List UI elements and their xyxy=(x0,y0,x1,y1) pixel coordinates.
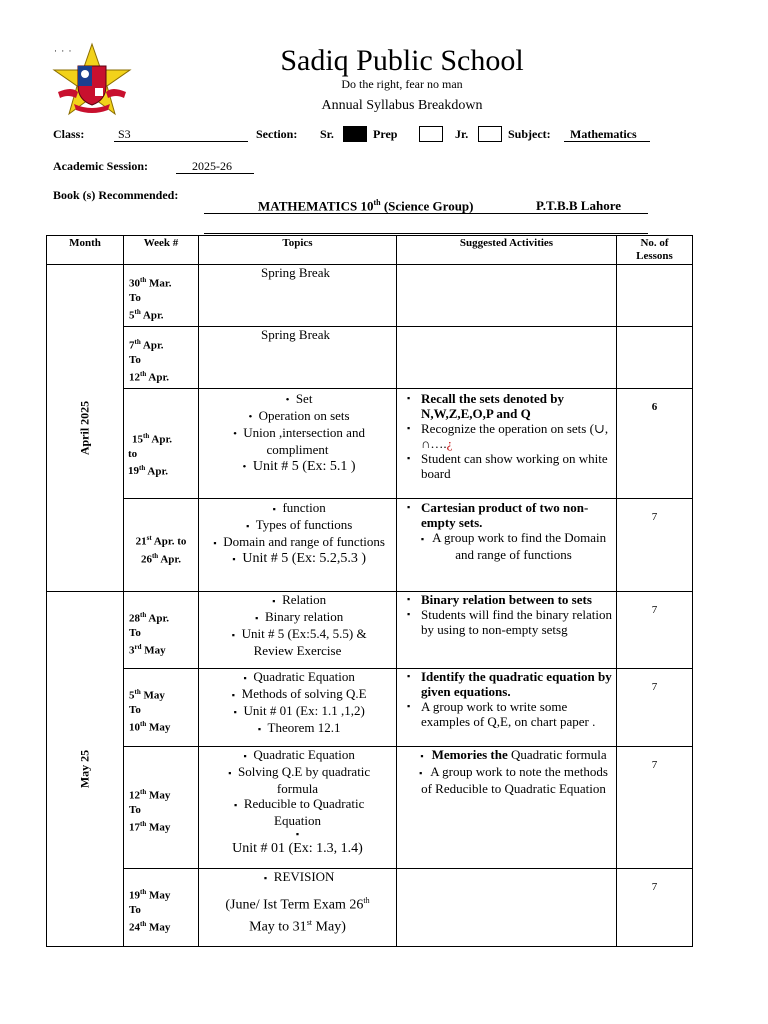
table-row xyxy=(47,327,693,389)
lessons-cell: 7 xyxy=(617,669,693,747)
lessons-cell: 7 xyxy=(617,747,693,869)
topic-item: ▪ Types of functions xyxy=(207,517,388,534)
topic-item: ▪ Unit # 5 (Ex: 5.2,5.3 ) xyxy=(207,551,388,567)
topic-item: ▪ Unit # 01 (Ex: 1.1 ,1,2) xyxy=(207,703,388,720)
topic-item: ▪ REVISION xyxy=(207,869,388,886)
bullet-square-icon: ▪ xyxy=(407,502,411,512)
topics-cell xyxy=(199,592,397,669)
table-row xyxy=(47,669,693,747)
activities-cell xyxy=(397,389,617,499)
subject-value: Mathematics xyxy=(564,127,650,142)
month-label-may: May 25 xyxy=(77,749,92,789)
topics-cell xyxy=(199,389,397,499)
bullet-square-icon: ▪ xyxy=(295,829,300,839)
activities-cell xyxy=(397,869,617,947)
lessons-cell: 6 xyxy=(617,389,693,499)
topic-item: • Operation on sets xyxy=(207,408,388,425)
bullet-square-icon: ▪ xyxy=(407,453,411,463)
month-cell-april xyxy=(47,265,124,592)
bullet-square-icon: ▪ xyxy=(407,701,411,711)
table-row xyxy=(47,389,693,499)
bullet-square-icon: ▪ xyxy=(420,751,424,761)
topic-item: ▪ Solving Q.E by quadratic formula xyxy=(207,764,388,796)
activity-item: ▪ Cartesian product of two non-empty sets. xyxy=(407,500,589,530)
session-label: Academic Session: xyxy=(53,159,148,173)
class-value: S3 xyxy=(114,127,248,142)
bullet-square-icon: ▪ xyxy=(243,673,247,683)
activity-item: ▪ A group work to find the Domain and range of functions xyxy=(420,530,607,562)
week-cell: 7th Apr. To 12th Apr. xyxy=(124,327,199,389)
week-cell: 28th Apr. To 3rd May xyxy=(124,592,199,669)
logo-dots: · · · xyxy=(54,46,73,56)
lessons-cell: 7 xyxy=(617,499,693,592)
section-jr-checkbox xyxy=(478,126,502,142)
month-cell-may xyxy=(47,592,124,947)
week-cell: 21st Apr. to 26th Apr. xyxy=(124,499,199,592)
topics-cell: Spring Break xyxy=(199,265,397,327)
subject-label: Subject: xyxy=(508,127,551,141)
lessons-cell xyxy=(617,327,693,389)
bullet-square-icon: ▪ xyxy=(243,751,247,761)
topic-item: ▪ Methods of solving Q.E xyxy=(207,686,388,703)
activity-item: ▪ A group work to note the methods of Reducible to Quadratic Equation xyxy=(419,764,608,796)
topic-item: ▪ Relation xyxy=(207,592,388,609)
bullet-square-icon: ▪ xyxy=(407,423,411,433)
section-label: Section: xyxy=(256,127,298,141)
bullet-square-icon: ▪ xyxy=(419,768,423,778)
activity-item: ▪ Identify the quadratic equation by given equations. xyxy=(407,669,612,699)
bullet-square-icon: ▪ xyxy=(420,534,425,544)
table-row xyxy=(47,747,693,869)
table-row xyxy=(47,265,693,327)
bullet-square-icon: ▪ xyxy=(263,873,268,883)
bullet-square-icon: ▪ xyxy=(233,800,238,810)
bullet-square-icon: ▪ xyxy=(257,724,262,734)
topic-item: ▪ Reducible to Quadratic Equation xyxy=(207,796,388,828)
bullet-square-icon: ▪ xyxy=(272,504,276,514)
topic-item: ▪ Quadratic Equation xyxy=(207,669,388,686)
week-cell: 19th May To 24th May xyxy=(124,869,199,947)
activity-item: ▪ Student can show working on white board xyxy=(407,451,608,481)
header-week: Week # xyxy=(124,236,199,265)
activity-item: ▪ Students will find the binary relation by using to non-empty setsg xyxy=(407,607,612,637)
activity-item: ▪ Memories the Quadratic formula xyxy=(420,747,607,762)
topics-cell xyxy=(199,499,397,592)
bullet-square-icon: ▪ xyxy=(407,594,411,604)
bullet-round-icon: • xyxy=(233,428,237,440)
bullet-square-icon: ▪ xyxy=(231,690,235,700)
bullet-square-icon: ▪ xyxy=(407,393,411,403)
document-title: Annual Syllabus Breakdown xyxy=(321,98,483,113)
topic-item: ▪ function xyxy=(207,500,388,517)
topic-item: ▪ Domain and range of functions xyxy=(207,534,388,551)
header-topics: Topics xyxy=(199,236,397,265)
topic-item: • Set xyxy=(207,391,388,408)
topic-item: ▪ Theorem 12.1 xyxy=(207,720,388,737)
school-name: Sadiq Public School xyxy=(280,44,524,77)
school-crest-star-icon xyxy=(52,42,132,118)
week-cell: 5th May To 10th May xyxy=(124,669,199,747)
table-row xyxy=(47,869,693,947)
book-second-line xyxy=(204,233,648,234)
topics-cell: Spring Break xyxy=(199,327,397,389)
exam-note: (June/ Ist Term Exam 26th May to 31st May) xyxy=(225,896,370,935)
bullet-square-icon: ▪ xyxy=(407,609,411,619)
bullet-round-icon: • xyxy=(285,394,290,406)
topics-cell xyxy=(199,869,397,947)
bullet-round-icon: • xyxy=(242,461,247,473)
activities-cell xyxy=(397,747,617,869)
bullet-square-icon: ▪ xyxy=(246,521,250,531)
bullet-round-icon: • xyxy=(248,411,253,423)
lessons-cell: 7 xyxy=(617,869,693,947)
section-prep-label: Prep xyxy=(373,127,398,141)
activity-item: ▪ A group work to write some examples of Q,E, on chart paper . xyxy=(407,699,596,729)
header-activities: Suggested Activities xyxy=(397,236,617,265)
activities-cell xyxy=(397,592,617,669)
class-label: Class: xyxy=(53,127,85,141)
activity-item: ▪ Recall the sets denoted by N,W,Z,E,O,P and Q xyxy=(407,391,564,421)
book-recommended-line xyxy=(204,196,648,214)
header-lessons: No. of Lessons xyxy=(617,236,693,265)
section-sr-label: Sr. xyxy=(320,127,334,141)
activities-cell xyxy=(397,669,617,747)
activity-item: ▪ Binary relation between to sets xyxy=(407,592,592,607)
bullet-square-icon: ▪ xyxy=(233,707,237,717)
book-label: Book (s) Recommended: xyxy=(53,188,179,202)
topic-item: • Unit # 5 (Ex: 5.1 ) xyxy=(207,459,388,475)
topic-item: Unit # 01 (Ex: 1.3, 1.4) xyxy=(232,841,363,856)
bullet-square-icon: ▪ xyxy=(231,630,235,640)
lessons-cell: 7 xyxy=(617,592,693,669)
topics-cell xyxy=(199,669,397,747)
table-row xyxy=(47,499,693,592)
topic-item: ▪ Quadratic Equation xyxy=(207,747,388,764)
topic-item: ▪ Binary relation xyxy=(207,609,388,626)
bullet-square-icon: ▪ xyxy=(213,538,217,548)
bullet-square-icon: ▪ xyxy=(255,613,259,623)
section-sr-checkbox xyxy=(343,126,367,142)
activities-cell xyxy=(397,499,617,592)
activities-cell xyxy=(397,265,617,327)
section-jr-label: Jr. xyxy=(455,127,469,141)
table-header-row xyxy=(47,236,693,265)
topic-item: ▪ Unit # 5 (Ex:5.4, 5.5) & Review Exercise xyxy=(207,626,388,658)
topic-item: • Union ,intersection and compliment xyxy=(207,425,388,457)
topic-item xyxy=(207,828,388,839)
table-row xyxy=(47,592,693,669)
topics-cell xyxy=(199,747,397,869)
book-publisher: P.T.B.B Lahore xyxy=(536,198,622,213)
bullet-square-icon: ▪ xyxy=(232,554,236,564)
week-cell: 12th May To 17th May xyxy=(124,747,199,869)
bullet-square-icon: ▪ xyxy=(272,596,276,606)
activity-item: ▪ Recognize the operation on sets (∪, ∩….¿ xyxy=(407,421,609,451)
section-prep-checkbox xyxy=(419,126,443,142)
header-month: Month xyxy=(47,236,124,265)
week-cell: 15th Apr. to 19th Apr. xyxy=(124,389,199,499)
school-motto: Do the right, fear no man xyxy=(341,77,463,91)
week-cell: 30th Mar. To 5th Apr. xyxy=(124,265,199,327)
month-label-april: April 2025 xyxy=(77,400,92,456)
activities-cell xyxy=(397,327,617,389)
lessons-cell xyxy=(617,265,693,327)
book-title: MATHEMATICS 10th (Science Group) xyxy=(258,198,474,214)
bullet-square-icon: ▪ xyxy=(407,671,411,681)
syllabus-table xyxy=(46,235,693,947)
bullet-square-icon: ▪ xyxy=(228,768,232,778)
session-value: 2025-26 xyxy=(176,159,254,174)
